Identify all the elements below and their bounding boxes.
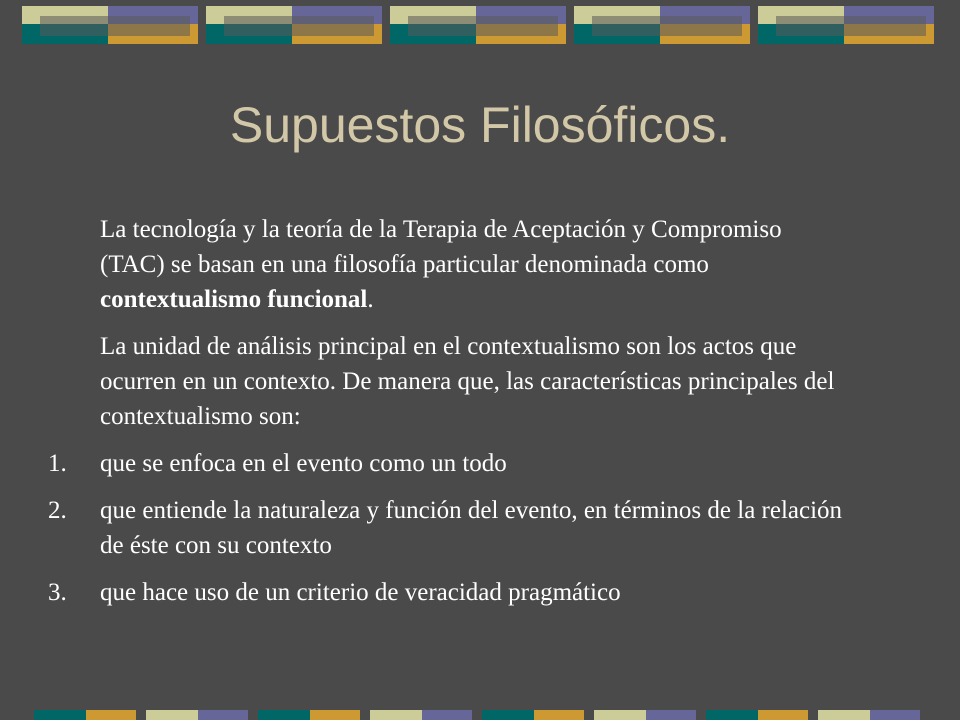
list-item-text: que se enfoca en el evento como un todo bbox=[100, 450, 507, 477]
top-decoration-band bbox=[0, 0, 960, 50]
paragraph-text: La tecnología y la teoría de la Terapia de Aceptación y Compromiso (TAC) se basan en una filosofía particular denominada como bbox=[100, 216, 782, 278]
list-item bbox=[48, 575, 848, 610]
list-item bbox=[48, 446, 848, 481]
list-item bbox=[48, 493, 848, 563]
list-item-text: que entiende la naturaleza y función del evento, en términos de la relación de éste con su contexto bbox=[100, 497, 843, 559]
paragraph-text-end: . bbox=[367, 286, 374, 313]
decoration-tile bbox=[390, 6, 566, 44]
list-number: 3. bbox=[48, 579, 67, 606]
decoration-tile bbox=[574, 6, 750, 44]
decoration-tile bbox=[758, 6, 934, 44]
decoration-tile bbox=[22, 6, 198, 44]
slide-body bbox=[48, 212, 848, 622]
bold-term: contextualismo funcional bbox=[100, 286, 368, 313]
decoration-tile bbox=[206, 6, 382, 44]
paragraph: La unidad de análisis principal en el contextualismo son los actos que ocurren en un contexto. De manera que, las características principales del contextualismo son: bbox=[100, 333, 835, 430]
numbered-list bbox=[48, 446, 848, 610]
list-number: 2. bbox=[48, 497, 67, 524]
paragraph bbox=[100, 212, 848, 317]
slide-title: Supuestos Filosóficos. bbox=[229, 97, 731, 153]
list-number: 1. bbox=[48, 450, 67, 477]
bottom-decoration-band bbox=[0, 710, 960, 720]
list-item-text: que hace uso de un criterio de veracidad pragmático bbox=[100, 579, 621, 606]
